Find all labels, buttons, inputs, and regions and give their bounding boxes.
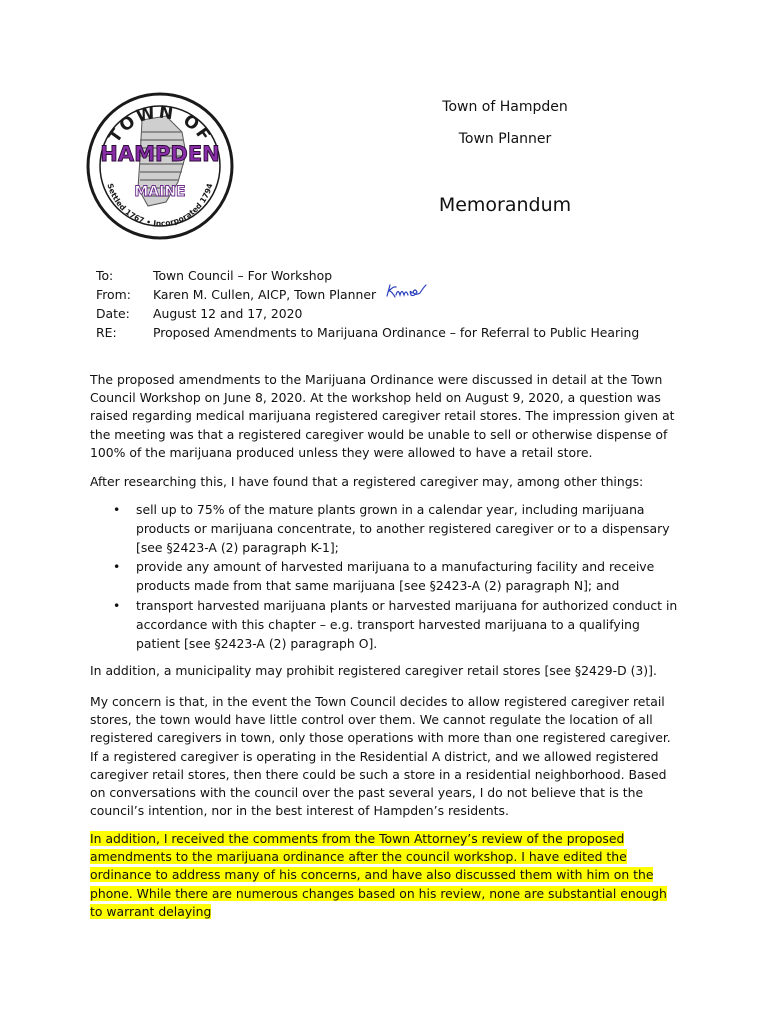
header-town: Town of Hampden [442, 99, 568, 115]
seal-state: MAINE [134, 184, 186, 200]
meta-label: From: [96, 287, 131, 302]
seal-name: HAMPDEN [100, 142, 220, 166]
meta-label: Date: [96, 306, 130, 321]
meta-row-re [96, 323, 639, 342]
paragraph-1: The proposed amendments to the Marijuana Ordinance were discussed in detail at the Town Council Workshop on June 8, 2020. At the workshop held on August 9, 2020, a question was raised regarding medical marijuana registered caregiver retail stores. The impression given at the meeting was that a registered caregiver would be unable to sell or otherwise dispense of 100% of the marijuana produced unless they were allowed to have a retail store. [90, 372, 675, 460]
meta-label: RE: [96, 325, 117, 340]
meta-value: Karen M. Cullen, AICP, Town Planner [153, 287, 377, 302]
highlighted-text: In addition, I received the comments from the Town Attorney’s review of the proposed amendments to the marijuana ordinance after the council workshop. I have edited the ordinance to address many of his concerns, and have also discussed them with him on the phone. While there are numerous changes based on his review, none are substantial enough to warrant delaying [90, 831, 667, 919]
paragraph-4: My concern is that, in the event the Town Council decides to allow registered caregiver retail stores, the town would have little control over them. We cannot regulate the location of all registered caregivers in town, only those operations with more than one registered caregiver. If a registered caregiver is operating in the Residential A district, and we allowed registered caregiver retail stores, then there could be such a store in a residential neighborhood. Based on conversations with the council over the past several years, I do not believe that is the council’s intention, nor in the best interest of Hampden’s residents. [90, 694, 671, 819]
list-item [90, 597, 680, 653]
list-item-text: sell up to 75% of the mature plants grown in a calendar year, including marijuana products or marijuana concentrate, to another registered caregiver or to a dispensary [see §2423-A (2) paragraph K-1]; [136, 502, 670, 555]
meta-value: August 12 and 17, 2020 [153, 306, 303, 321]
list-item-text: transport harvested marijuana plants or harvested marijuana for authorized conduct in accordance with this chapter – e.g. transport harvested marijuana to a qualifying patient [see §2423-A (2) paragraph O]. [136, 597, 678, 651]
paragraph-2: After researching this, I have found that a registered caregiver may, among other things: [90, 474, 644, 489]
bullet-dot: • [113, 502, 121, 517]
bullet-list [90, 501, 680, 654]
meta-value: Proposed Amendments to Marijuana Ordinance – for Referral to Public Hearing [153, 325, 640, 340]
meta-value: Town Council – For Workshop [153, 268, 333, 283]
list-item [90, 501, 680, 557]
list-item [90, 558, 680, 596]
bullet-dot: • [113, 597, 121, 613]
memo-title: Memorandum [438, 194, 572, 216]
meta-row-date [96, 304, 639, 323]
list-item-text: provide any amount of harvested marijuana to a manufacturing facility and receive products made from that same marijuana [see §2423-A (2) paragraph N]; and [136, 559, 655, 594]
town-seal-logo [86, 92, 234, 240]
paragraph-5 [90, 830, 680, 921]
meta-label: To: [96, 268, 114, 283]
meta-row-from [96, 285, 639, 304]
meta-row-to [96, 266, 639, 285]
header-role: Town Planner [458, 131, 552, 147]
memo-meta [96, 266, 639, 342]
paragraph-3: In addition, a municipality may prohibit registered caregiver retail stores [see §2429-D (3)]. [90, 663, 657, 678]
bullet-dot: • [113, 559, 121, 575]
seal-top-text: TOWN OF [104, 102, 216, 147]
seal-bottom-text: Settled 1767 • Incorporated 1794 [105, 182, 215, 229]
handwritten-initials [384, 280, 428, 302]
